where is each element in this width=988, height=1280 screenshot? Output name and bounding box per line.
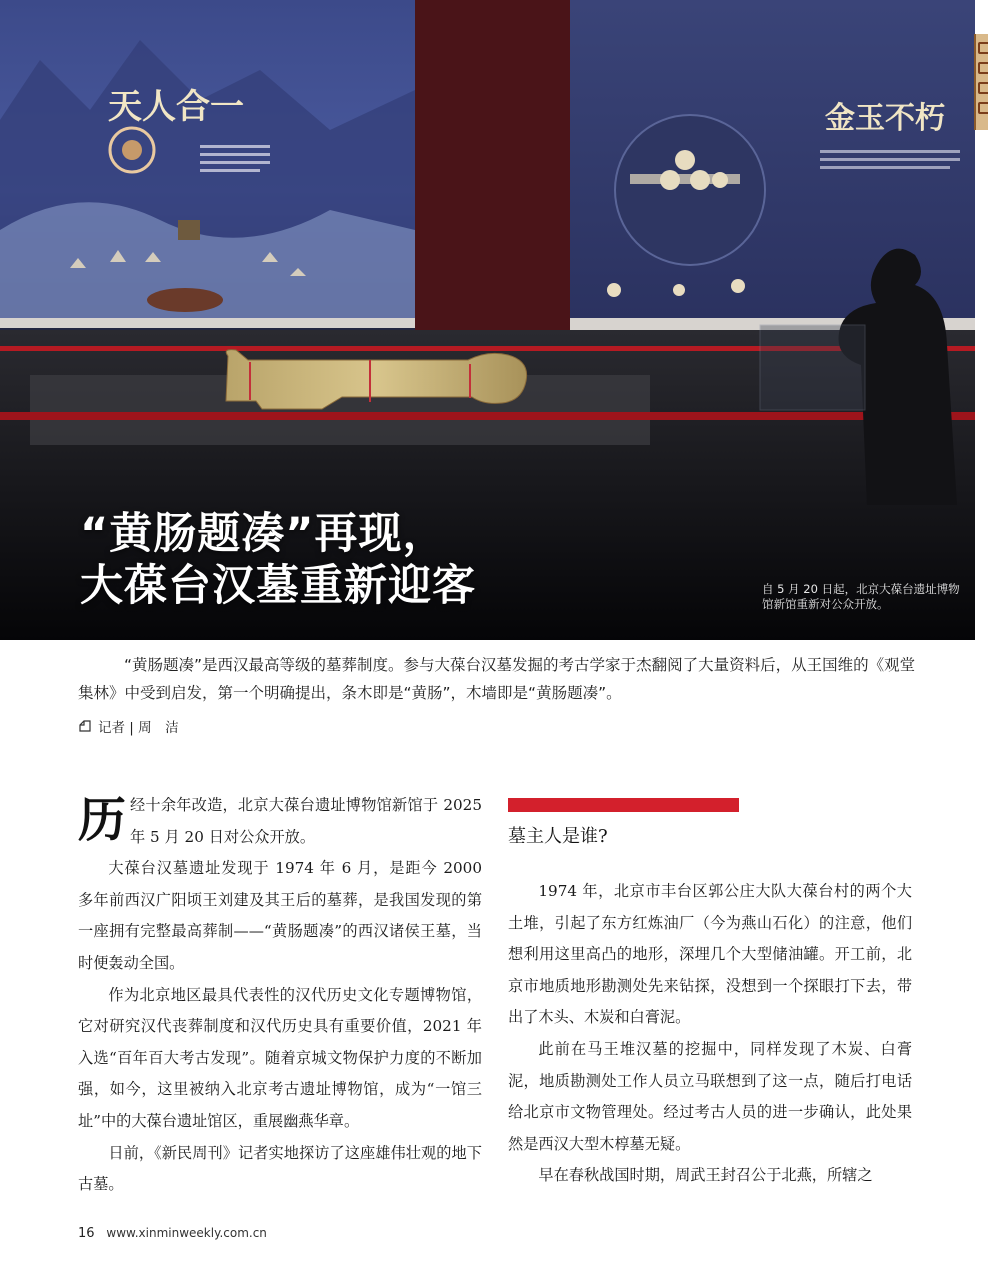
- paragraph-7: 早在春秋战国时期，周武王封召公于北燕，所辖之: [538, 1166, 873, 1185]
- byline-text: 记者 | 周 洁: [98, 720, 179, 736]
- hero-title: [80, 508, 476, 612]
- drop-cap: 历: [78, 792, 127, 848]
- page-footer: [78, 1226, 267, 1241]
- svg-text:金玉不朽: 金玉不朽: [825, 101, 945, 136]
- byline: [78, 716, 179, 736]
- paragraph-6: 此前在马王堆汉墓的挖掘中，同样发现了木炭、白膏泥，地质勘测处工作人员立马联想到了这一点，随后打电话给北京市文物管理处。经过考古人员的进一步确认，此处果然是西汉大型木椁墓无疑。: [508, 1039, 912, 1153]
- footer-url[interactable]: www.xinminweekly.com.cn: [106, 1226, 267, 1240]
- section-tab-ornament: [974, 34, 988, 130]
- paragraph-1: [78, 790, 482, 853]
- paragraph-5: 1974 年，北京市丰台区郭公庄大队大葆台村的两个大土堆，引起了东方红炼油厂（今为燕山石化）的注意，他们想利用这里高凸的地形，深埋几个大型储油罐。开工前，北京市地质地形勘测处先来钻探，没想到一个探眼打下去，带出了木头、木炭和白膏泥。: [508, 882, 912, 1027]
- paragraph-2: 大葆台汉墓遗址发现于 1974 年 6 月，是距今 2000 多年前西汉广阳顷王刘建及其王后的墓葬，是我国发现的第一座拥有完整最高葬制——“黄肠题凑”的西汉诸侯王墓，当时便轰动全国。: [78, 859, 482, 972]
- paragraph-1-text: 经十余年改造，北京大葆台遗址博物馆新馆于 2025 年 5 月 20 日对公众开放。: [130, 796, 482, 846]
- page-number: 16: [78, 1226, 95, 1241]
- paragraph-4: 日前，《新民周刊》记者实地探访了这座雄伟壮观的地下古墓。: [78, 1143, 482, 1194]
- lead-paragraph: “黄肠题凑”是西汉最高等级的墓葬制度。参与大葆台汉墓发掘的考古学家于杰翻阅了大量资料后，从王国维的《观堂集林》中受到启发，第一个明确提出，条木即是“黄肠”，木墙即是“黄肠题凑”。: [78, 656, 916, 702]
- section-accent-bar: [508, 798, 739, 812]
- section-subhead: 墓主人是谁?: [508, 826, 608, 847]
- article-column-right: [508, 876, 912, 1192]
- hero-title-line2: 大葆台汉墓重新迎客: [80, 561, 476, 611]
- hero-photo: [0, 0, 975, 640]
- photo-caption: 自 5 月 20 日起，北京大葆台遗址博物馆新馆重新对公众开放。: [762, 582, 960, 611]
- pen-icon: [78, 719, 92, 733]
- paragraph-3: 作为北京地区最具代表性的汉代历史文化专题博物馆，它对研究汉代丧葬制度和汉代历史具有重要价值，2021 年入选“百年百大考古发现”。随着京城文物保护力度的不断加强，如今，这里被纳入北京考古遗址博物馆，成为“一馆三址”中的大葆台遗址馆区，重展幽燕华章。: [78, 985, 482, 1130]
- svg-text:天人合一: 天人合一: [108, 87, 244, 127]
- hero-title-line1: “黄肠题凑”再现，: [80, 509, 447, 559]
- article-column-left: [78, 790, 482, 1201]
